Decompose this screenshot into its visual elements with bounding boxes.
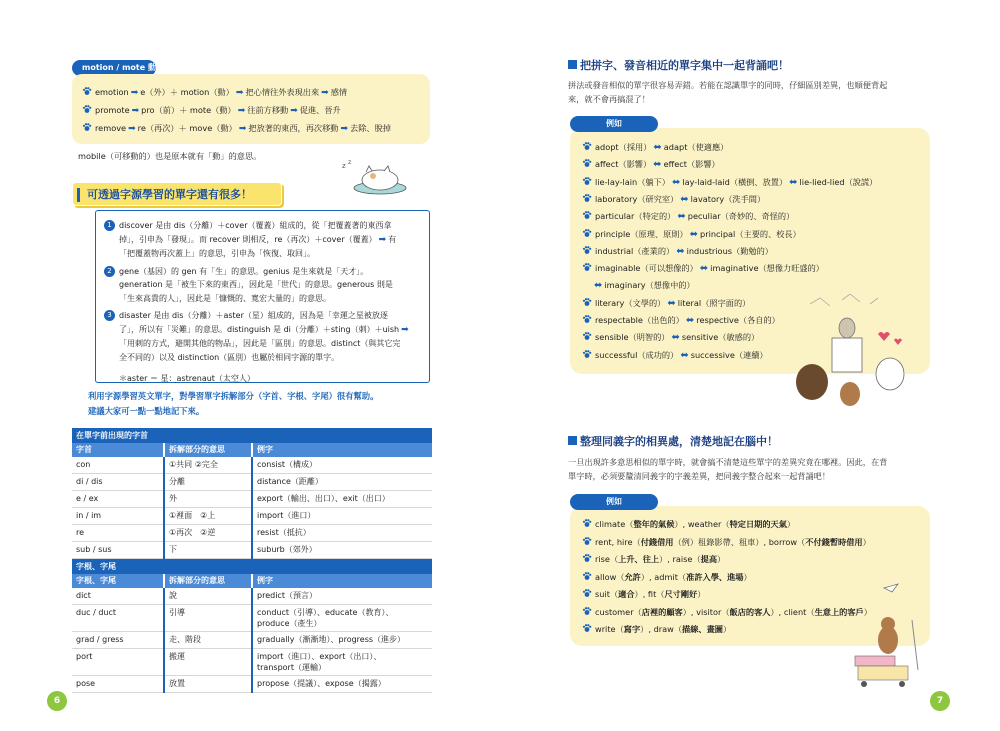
body-line: 拼法或發音相似的單字很容易弄錯。若能在認識單字的同時，仔細區別差異，也順便背起: [568, 80, 888, 90]
square-icon: [568, 436, 577, 445]
spelling-example-row: [582, 313, 780, 328]
table-row: [72, 457, 432, 474]
synonym-segment: ）: [863, 606, 872, 617]
note-line-text: discover 是由 dis（分離）＋cover（覆蓋）組成的，從「把覆蓋著的東西拿: [119, 221, 392, 230]
example-tab: 例如: [570, 494, 658, 510]
motion-part: pro（前）＋ mote（動）: [141, 105, 236, 115]
note-line-text: 「生來高貴的人」，因此是「慷慨的、寬宏大量的」的意思。: [119, 293, 331, 303]
motion-part: 感情: [330, 87, 348, 97]
word-pair-item: industrious（勤勉的）: [686, 245, 773, 256]
synonym-segment: ）: [697, 589, 706, 599]
table-cell: ①共同 ②完全: [164, 457, 252, 474]
word-pair-item: imaginable（可以想像的）: [595, 263, 698, 274]
synonym-segment: climate（: [595, 519, 634, 529]
body-line: 一旦出現許多意思相似的單字時，就會搞不清楚這些單字的差異究竟在哪裡。因此，在背: [568, 457, 888, 467]
right-page: [500, 0, 1000, 731]
word-pair-item: imaginative（想像力旺盛的）: [710, 263, 824, 274]
double-arrow-icon: ⬌: [676, 245, 685, 257]
right-arrow-icon: ➡: [238, 124, 247, 134]
motion-part: 把心情往外表現出來: [245, 87, 320, 97]
synonym-segment: allow（: [595, 571, 625, 582]
cell-line: propose（提議）、expose（揭露）: [257, 679, 386, 688]
double-arrow-icon: ⬌: [699, 263, 709, 275]
paw-icon: [582, 210, 592, 220]
synonym-segment: 提高: [700, 554, 718, 564]
word-pair-item: lie-lay-lain（躺下）: [595, 176, 670, 187]
synonym-segment: suit（: [595, 589, 619, 599]
right-arrow-icon: ➡: [131, 106, 140, 116]
synonym-example-row: [582, 552, 725, 566]
double-arrow-icon: ⬌: [680, 193, 689, 205]
table-title: 字根、字尾: [72, 559, 432, 574]
synonym-segment: 描線、畫圖: [682, 624, 723, 634]
motion-part: 把放著的東西，再次移動: [248, 123, 339, 133]
word-pair-item: literal（照字面的）: [677, 297, 751, 308]
synonym-segment: 店裡的顧客: [641, 606, 683, 617]
word-pair-item: respective（各自的）: [696, 315, 780, 325]
paw-icon: [582, 141, 592, 151]
motion-part: emotion: [95, 87, 129, 97]
double-arrow-icon: ⬌: [594, 280, 603, 292]
note-line: [119, 337, 419, 351]
word-pair-item: successive（連續）: [690, 349, 768, 360]
table-row: [72, 491, 432, 508]
synonym-segment: ）, weather（: [674, 519, 730, 529]
cell-line: import（進口）、export（出口）、: [257, 652, 382, 661]
motion-part: re（再次）＋ move（動）: [137, 123, 237, 133]
word-pair-item: lay-laid-laid（橫倒、放置）: [682, 176, 788, 187]
double-arrow-icon: ⬌: [671, 332, 680, 344]
dog-cart-illustration-icon: [850, 580, 930, 690]
summary-line: 建議大家可一點一點地記下來。: [88, 406, 205, 416]
note-line-text: 有: [388, 234, 397, 244]
summary-line: 利用字源學習英文單字，對學習單字拆解部分（字首、字根、字尾）很有幫助。: [88, 391, 379, 401]
table-row: [72, 588, 432, 605]
synonym-segment: customer（: [595, 606, 642, 617]
table-title: 在單字前出現的字首: [72, 428, 432, 443]
table-header: 例字: [252, 443, 432, 457]
note-line: [119, 247, 419, 261]
banner-heading: 可透過字源學習的單字還有很多！: [72, 182, 282, 206]
table-cell: [252, 605, 432, 632]
synonym-example-row: [582, 605, 872, 619]
paw-icon: [82, 122, 92, 132]
right-arrow-icon: ➡: [340, 124, 349, 134]
paw-icon: [582, 588, 592, 598]
table-row: [72, 474, 432, 491]
table-header: 例字: [252, 574, 432, 588]
spelling-example-row: [582, 244, 773, 259]
word-pair-item: lavatory（洗手間）: [690, 193, 766, 204]
synonym-segment: 上升、往上: [618, 554, 660, 564]
synonym-segment: ）, visitor（: [682, 606, 730, 617]
paw-icon: [582, 314, 592, 324]
note-line: [119, 351, 419, 365]
table-row: [72, 632, 432, 649]
synonym-segment: write（: [595, 624, 624, 634]
motion-part: 促進、晉升: [299, 105, 341, 115]
right-arrow-icon: ➡: [235, 88, 244, 98]
synonym-segment: ）: [786, 519, 796, 529]
table-cell: 走、階段: [164, 632, 252, 649]
word-pair-item: respectable（出色的）: [595, 315, 684, 325]
double-arrow-icon: ⬌: [653, 142, 662, 153]
paw-icon: [582, 349, 592, 359]
synonym-segment: ）, client（: [770, 606, 815, 617]
table-cell: distance（距離）: [252, 474, 432, 491]
double-arrow-icon: ⬌: [689, 228, 699, 240]
section-body-synonyms: [568, 455, 933, 483]
double-arrow-icon: ⬌: [672, 176, 681, 188]
synonym-segment: ）, admit（: [640, 571, 687, 582]
spelling-example-row: [582, 261, 824, 276]
prefix-table: [72, 428, 432, 559]
spelling-example-row: [582, 175, 877, 190]
note-text: [119, 265, 419, 306]
spelling-example-row: [582, 348, 768, 363]
synonym-segment: 寫字: [623, 624, 641, 634]
cell-line: conduct（引導）、educate（教育）、: [257, 608, 394, 617]
synonym-example-row: [582, 622, 731, 636]
synonym-segment: ）, draw（: [640, 624, 683, 634]
table-header: 拆解部分的意思: [164, 443, 252, 457]
double-arrow-icon: ⬌: [667, 297, 676, 309]
double-arrow-icon: ⬌: [789, 176, 798, 188]
double-arrow-icon: ⬌: [685, 315, 695, 326]
synonym-segment: 飯店的客人: [729, 606, 771, 617]
table-header: 字首: [72, 443, 164, 457]
table-cell: pose: [72, 676, 164, 693]
paw-icon: [582, 228, 592, 238]
note-line-text: disaster 是由 dis（分離）＋aster（星）組成的，因為是「幸運之星被放逐: [119, 311, 388, 320]
table-cell: sub / sus: [72, 542, 164, 559]
synonym-segment: 付錢借用: [640, 536, 674, 547]
paw-icon: [582, 245, 592, 255]
table-cell: [252, 632, 432, 649]
synonym-segment: rise（: [595, 554, 619, 564]
synonym-segment: ）, fit（: [634, 589, 665, 599]
section-title-spelling: [568, 57, 789, 73]
word-pair-item: principal（主要的、校長）: [700, 228, 801, 239]
synonym-segment: 生意上的客戶: [814, 606, 864, 617]
note-item: [104, 309, 419, 364]
table-cell: grad / gress: [72, 632, 164, 649]
note-line: [119, 265, 419, 279]
table-cell: e / ex: [72, 491, 164, 508]
note-line-text: 「把覆蓋物再次蓋上」的意思，引申為「恢復、取回」。: [119, 249, 315, 258]
body-line: 來，就不會再搞混了！: [568, 94, 650, 104]
table-cell: export（輸出、出口）、exit（出口）: [252, 491, 432, 508]
table-cell: re: [72, 525, 164, 542]
paw-icon: [582, 193, 592, 203]
table-row: [72, 508, 432, 525]
paw-icon: [582, 262, 592, 272]
table-cell: ①裡面 ②上: [164, 508, 252, 525]
table-cell: 下: [164, 542, 252, 559]
cell-line: gradually（漸漸地）、progress（進步）: [257, 635, 406, 644]
table-cell: consist（構成）: [252, 457, 432, 474]
motion-tab: motion / mote 動: [72, 60, 156, 76]
table-cell: 放置: [164, 676, 252, 693]
word-pair-item: sensitive（敏感的）: [681, 332, 760, 343]
right-arrow-icon: ➡: [237, 106, 246, 116]
note-number: 2: [104, 266, 115, 277]
note-line: [119, 278, 419, 292]
table-cell: 搬運: [164, 649, 252, 676]
root-suffix-table: [72, 559, 432, 693]
mobile-note: mobile（可移動的）也是原本就有「動」的意思。: [78, 151, 262, 161]
spelling-example-row: [592, 278, 695, 293]
synonym-segment: ）: [743, 571, 752, 582]
word-pair-item: literary（文學的）: [595, 297, 666, 308]
paw-icon: [582, 571, 592, 581]
note-line-text: 了」，所以有「災難」的意思。distinguish 是 di（分離）＋sting（刺）＋uish: [119, 324, 400, 334]
paw-icon: [582, 297, 592, 307]
table-row: [72, 542, 432, 559]
synonym-segment: rent, hire（: [595, 536, 641, 547]
section-title-text: 把拼字、發音相近的單字集中一起背誦吧！: [580, 59, 789, 72]
table-cell: [252, 676, 432, 693]
double-arrow-icon: ⬌: [653, 159, 662, 171]
square-icon: [568, 60, 577, 69]
paw-icon: [582, 536, 592, 546]
paw-icon: [82, 104, 92, 114]
page-number: 7: [930, 691, 950, 711]
motion-row: [82, 119, 420, 137]
synonym-segment: 尺寸剛好: [664, 589, 698, 599]
body-line: 單字時，必須要釐清同義字的字義差異，把同義字整合起來一起背誦吧！: [568, 471, 831, 481]
word-pair-item: lie-lied-lied（說謊）: [799, 176, 878, 187]
table-cell: duc / duct: [72, 605, 164, 632]
note-text: [119, 219, 419, 261]
note-line-text: 「用刺的方式，避開其他的物品」，因此是「區別」的意思。distinct（與其它完: [119, 339, 401, 348]
section-title-text: 整理同義字的相異處，清楚地記在腦中！: [580, 435, 778, 448]
synonym-segment: 允許: [624, 571, 641, 582]
spelling-example-row: [582, 227, 801, 242]
dogs-illustration-icon: [790, 294, 930, 414]
note-number: 1: [104, 220, 115, 231]
notes-box: [95, 210, 430, 383]
word-pair-item: peculiar（奇妙的、奇怪的）: [687, 211, 795, 222]
table-cell: in / im: [72, 508, 164, 525]
table-cell: di / dis: [72, 474, 164, 491]
table-cell: suburb（郊外）: [252, 542, 432, 559]
right-arrow-icon: ➡: [401, 324, 409, 335]
paw-icon: [82, 86, 92, 96]
right-arrow-icon: ➡: [130, 88, 139, 98]
note-line: [119, 323, 419, 338]
spelling-example-row: [582, 209, 794, 224]
synonym-segment: 特定日期的天氣: [729, 519, 787, 529]
synonym-segment: ）, raise（: [659, 554, 701, 564]
synonym-segment: 准許入學、進場: [686, 571, 744, 582]
table-cell: 外: [164, 491, 252, 508]
paw-icon: [582, 158, 592, 168]
right-arrow-icon: ➡: [290, 106, 298, 116]
table-row: [72, 676, 432, 693]
table-cell: [252, 588, 432, 605]
word-pair-item: affect（影響）: [595, 159, 652, 170]
right-arrow-icon: ➡: [321, 88, 329, 98]
word-pair-item: principle（原理、原則）: [595, 228, 688, 239]
note-number: 3: [104, 310, 115, 321]
table-cell: ①再次 ②逆: [164, 525, 252, 542]
example-tab: 例如: [570, 116, 658, 132]
motion-row: [82, 101, 420, 119]
note-line: [119, 309, 419, 323]
synonym-example-row: [582, 535, 871, 549]
word-pair-item: adapt（使適應）: [663, 142, 729, 152]
word-pair-item: successful（成功的）: [595, 349, 679, 360]
table-header: 拆解部分的意思: [164, 574, 252, 588]
note-item: [104, 219, 419, 261]
spelling-example-row: [582, 157, 720, 172]
motion-part: 往前方移動: [247, 105, 289, 115]
paw-icon: [582, 176, 592, 186]
word-pair-item: imaginary（想像中的）: [604, 280, 695, 291]
synonym-segment: ）: [862, 536, 871, 547]
table-cell: 分離: [164, 474, 252, 491]
note-line-text: 全不同的）以及 distinction（區別）也屬於相同字源的單字。: [119, 352, 340, 362]
section-body-spelling: [568, 78, 933, 106]
word-pair-item: effect（影響）: [663, 159, 720, 170]
synonym-example-row: [582, 587, 705, 601]
spelling-example-row: [582, 140, 728, 155]
table-cell: 引導: [164, 605, 252, 632]
table-cell: dict: [72, 588, 164, 605]
double-arrow-icon: ⬌: [677, 211, 686, 223]
sleeping-cat-icon: [340, 156, 410, 196]
paw-icon: [582, 331, 592, 341]
synonym-example-row: [582, 570, 752, 584]
right-arrow-icon: ➡: [378, 234, 387, 245]
word-pair-item: adopt（採用）: [595, 142, 652, 152]
note-item: [104, 265, 419, 306]
spelling-example-row: [582, 330, 759, 345]
svg-text:z: z: [342, 162, 346, 170]
table-cell: port: [72, 649, 164, 676]
cell-line: transport（運輸）: [257, 663, 326, 672]
motion-part: e（外）＋ motion（動）: [140, 87, 234, 97]
footnote: ＊aster ＝ 星：astrenaut（太空人）: [119, 374, 255, 383]
note-line: [119, 219, 419, 233]
summary-text: [88, 389, 433, 419]
synonym-segment: ）: [722, 624, 732, 634]
word-pair-item: laboratory（研究室）: [595, 193, 679, 204]
motion-part: remove: [95, 123, 127, 133]
spelling-example-row: [582, 296, 750, 311]
note-line-text: gene（基因）的 gen 有「生」的意思。genius 是生來就是「天才」。: [119, 266, 369, 276]
word-pair-item: industrial（產業的）: [595, 245, 675, 256]
motion-row: [82, 83, 420, 101]
paw-icon: [582, 553, 592, 563]
note-line-text: generation 是「被生下來的東西」，因此是「世代」的意思。generous 則是: [119, 280, 393, 289]
note-line-text: 掉」，引申為「發現」。而 recover 則相反，re（再次）＋cover（覆蓋）: [119, 234, 377, 244]
paw-icon: [582, 606, 592, 616]
note-line: [119, 292, 419, 306]
synonym-segment: 不付錢暫時借用: [805, 536, 863, 547]
motion-box: [72, 74, 430, 144]
word-pair-item: sensible（明智的）: [595, 332, 670, 343]
synonym-segment: ）: [717, 554, 726, 564]
table-cell: con: [72, 457, 164, 474]
right-arrow-icon: ➡: [128, 124, 136, 134]
motion-part: promote: [95, 105, 130, 115]
double-arrow-icon: ⬌: [680, 349, 689, 361]
cell-line: produce（產生）: [257, 619, 322, 628]
note-line: [119, 233, 419, 248]
word-pair-item: particular（特定的）: [595, 211, 676, 222]
cell-line: predict（預言）: [257, 591, 317, 600]
synonym-segment: （例）租錄影帶、租車）, borrow（: [673, 536, 806, 547]
motion-part: 去除、脫掉: [350, 123, 391, 133]
note-text: [119, 309, 419, 364]
paw-icon: [582, 623, 592, 633]
table-cell: resist（抵抗）: [252, 525, 432, 542]
table-row: [72, 525, 432, 542]
table-cell: import（進口）: [252, 508, 432, 525]
table-row: [72, 605, 432, 632]
synonym-segment: 整年的氣候: [633, 519, 675, 529]
table-header: 字根、字尾: [72, 574, 164, 588]
synonym-example-row: [582, 517, 795, 531]
section-title-synonyms: [568, 433, 778, 449]
synonym-segment: 適合: [618, 589, 635, 599]
table-row: [72, 649, 432, 676]
paw-icon: [582, 518, 592, 528]
page-number: 6: [47, 691, 67, 711]
table-cell: 說: [164, 588, 252, 605]
svg-text:z: z: [348, 159, 352, 166]
table-cell: [252, 649, 432, 676]
spelling-example-row: [582, 192, 765, 207]
